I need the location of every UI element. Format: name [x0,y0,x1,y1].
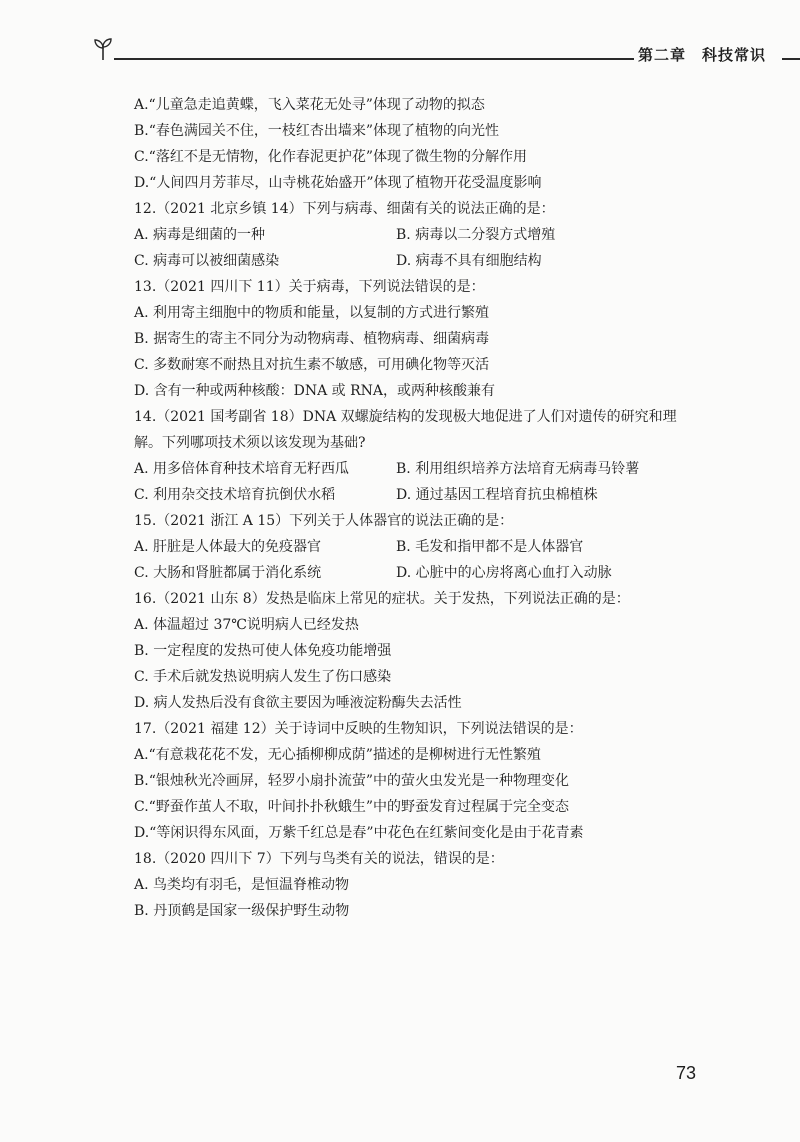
q12-option-a: A. 病毒是细菌的一种 [134,227,266,243]
q16-stem: 16.（2021 山东 8）发热是临床上常见的症状。关于发热，下列说法正确的是： [134,591,630,607]
q12-option-c: C. 病毒可以被细菌感染 [134,253,280,269]
chapter-label: 第二章 科技常识 [638,46,767,64]
q17-option-c: C.“野蚕作茧人不取，叶间扑扑秋蛾生”中的野蚕发育过程属于完全变态 [134,799,569,815]
q12-options-row-1 [134,222,704,248]
q13-option-c: C. 多数耐寒不耐热且对抗生素不敏感，可用碘化物等灭活 [134,357,490,373]
q11-option-b: B.“春色满园关不住，一枝红杏出墙来”体现了植物的向光性 [134,123,500,139]
q12-option-b: B. 病毒以二分裂方式增殖 [396,227,556,243]
q12-option-d: D. 病毒不具有细胞结构 [396,253,542,269]
q16-option-a: A. 体温超过 37℃说明病人已经发热 [134,617,359,633]
q14-option-a: A. 用多倍体育种技术培育无籽西瓜 [134,461,350,477]
q18-stem: 18.（2020 四川下 7）下列与鸟类有关的说法，错误的是： [134,851,504,867]
q12-stem: 12.（2021 北京乡镇 14）下列与病毒、细菌有关的说法正确的是： [134,201,555,217]
q13-stem: 13.（2021 四川下 11）关于病毒，下列说法错误的是： [134,279,485,295]
q16-option-c: C. 手术后就发热说明病人发生了伤口感染 [134,669,392,685]
header-rule-right [782,58,800,60]
q16-option-d: D. 病人发热后没有食欲主要因为唾液淀粉酶失去活性 [134,695,462,711]
page-header [82,30,772,70]
header-rule-left [114,58,634,60]
q14-options-row-2 [134,482,704,508]
q15-options-row-1 [134,534,704,560]
q14-option-d: D. 通过基因工程培育抗虫棉植株 [396,487,598,503]
sprout-icon [92,36,114,62]
q11-option-c: C.“落红不是无情物，化作春泥更护花”体现了微生物的分解作用 [134,149,527,165]
q15-stem: 15.（2021 浙江 A 15）下列关于人体器官的说法正确的是： [134,513,514,529]
q11-option-a: A.“儿童急走追黄蝶，飞入菜花无处寻”体现了动物的拟态 [134,97,485,113]
q12-options-row-2 [134,248,704,274]
q17-option-d: D.“等闲识得东风面，万紫千红总是春”中花色在红紫间变化是由于花青素 [134,825,584,841]
q14-options-row-1 [134,456,704,482]
q15-option-a: A. 肝脏是人体最大的免疫器官 [134,539,322,555]
q18-option-a: A. 鸟类均有羽毛，是恒温脊椎动物 [134,877,350,893]
page-number: 73 [676,1063,697,1083]
q17-stem: 17.（2021 福建 12）关于诗词中反映的生物知识，下列说法错误的是： [134,721,583,737]
q15-option-b: B. 毛发和指甲都不是人体器官 [396,539,584,555]
q15-option-c: C. 大肠和肾脏都属于消化系统 [134,565,322,581]
q15-options-row-2 [134,560,704,586]
q13-option-b: B. 据寄生的寄主不同分为动物病毒、植物病毒、细菌病毒 [134,331,490,347]
q17-option-b: B.“银烛秋光冷画屏，轻罗小扇扑流萤”中的萤火虫发光是一种物理变化 [134,773,570,789]
q18-option-b: B. 丹顶鹤是国家一级保护野生动物 [134,903,350,919]
q15-option-d: D. 心脏中的心房将离心血打入动脉 [396,565,612,581]
page-body [134,92,704,924]
q11-option-d: D.“人间四月芳菲尽，山寺桃花始盛开”体现了植物开花受温度影响 [134,175,542,191]
q13-option-a: A. 利用寄主细胞中的物质和能量，以复制的方式进行繁殖 [134,305,490,321]
q16-option-b: B. 一定程度的发热可使人体免疫功能增强 [134,643,392,659]
q14-option-b: B. 利用组织培养方法培育无病毒马铃薯 [396,461,640,477]
q14-option-c: C. 利用杂交技术培育抗倒伏水稻 [134,487,336,503]
q13-option-d: D. 含有一种或两种核酸：DNA 或 RNA，或两种核酸兼有 [134,383,496,399]
q17-option-a: A.“有意栽花花不发，无心插柳柳成荫”描述的是柳树进行无性繁殖 [134,747,541,763]
q14-stem: 14.（2021 国考副省 18）DNA 双螺旋结构的发现极大地促进了人们对遗传的研究和理解。下列哪项技术须以该发现为基础? [134,409,677,451]
